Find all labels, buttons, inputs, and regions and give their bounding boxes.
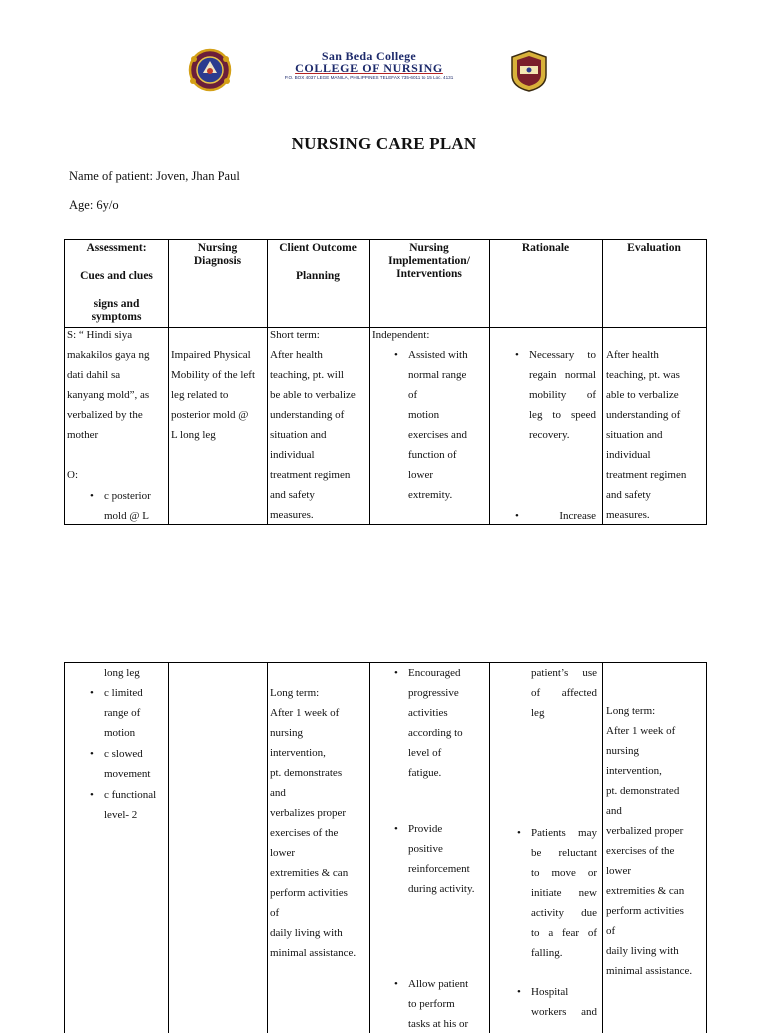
implementation-bullet: • Assisted with normal range of motion exercises and function of lower extremity.: [408, 345, 468, 505]
assessment-bullet-limited-rom: • c limited range of motion: [104, 683, 143, 743]
header-implementation: Nursing Implementation/ Interventions: [388, 242, 470, 280]
header-outcome: Client Outcome Planning: [279, 242, 357, 282]
assessment-objective-label: O:: [67, 469, 78, 481]
care-plan-table-page2: [64, 662, 707, 1033]
patient-age: Age: 6y/o: [69, 198, 119, 212]
implementation-bullet-encouraged: • Encouraged progressive activities according to level of fatigue.: [408, 663, 463, 783]
college-address: P.O. BOX 4037 LEGE MANILA, PHILIPPINES TELEFAX 735-6011 to 15 Loc. 4131: [284, 75, 454, 80]
implementation-independent-label: Independent:: [372, 329, 430, 341]
evaluation-long-term: Long term: After 1 week of nursing intervention, pt. demonstrated and verbalized proper exercises of the lower extremities & can perform activities of daily living with minimal assistance.: [606, 705, 693, 977]
document-title: NURSING CARE PLAN: [291, 134, 477, 153]
assessment-bullet: • c posterior mold @ L: [104, 486, 151, 526]
implementation-bullet-reinforcement: • Provide positive reinforcement during activity.: [408, 819, 475, 899]
client-outcome-long-term: Long term: After 1 week of nursing intervention, pt. demonstrates and verbalizes proper exercises of the lower extremities & can perform activities of daily living with minimal assistance.: [270, 687, 357, 959]
rationale-bullet-reluctant: • Patients may be reluctant to move or initiate new activity due to a fear of falling.: [531, 823, 597, 963]
rationale-bullet-2: • Increase: [529, 506, 596, 526]
nursing-diagnosis: Impaired Physical Mobility of the left leg related to posterior mold @ L long leg: [171, 349, 256, 441]
implementation-bullet-allow: • Allow patient to perform tasks at his or: [408, 974, 468, 1034]
nursing-seal-right-logo: [508, 49, 550, 93]
letterhead: [188, 47, 550, 97]
department-name: COLLEGE OF NURSING: [295, 61, 443, 75]
rationale-bullet-hospital: • Hospital workers and: [531, 982, 597, 1022]
care-plan-table-page1: [64, 239, 707, 525]
assessment-subjective: S: “ Hindi siya makakilos gaya ng dati dahil sa kanyang mold”, as verbalized by the mother: [67, 329, 150, 441]
assessment-continued: long leg: [104, 667, 140, 679]
header-diagnosis: Nursing Diagnosis: [193, 242, 242, 267]
header-assessment: Assessment: Cues and clues signs and symptoms: [80, 242, 153, 323]
rationale-continued: patient’s use of affected leg: [531, 667, 597, 719]
header-rationale: Rationale: [521, 242, 570, 254]
assessment-bullet-functional: • c functional level- 2: [104, 785, 156, 825]
evaluation-short-term: After health teaching, pt. was able to verbalize understanding of situation and individual treatment regimen and safety measures.: [606, 349, 687, 521]
patient-name: Name of patient: Joven, Jhan Paul: [69, 169, 240, 183]
college-name: San Beda College: [321, 49, 417, 63]
assessment-bullet-slowed: • c slowed movement: [104, 744, 150, 784]
college-seal-left-logo: [188, 47, 232, 93]
header-evaluation: Evaluation: [627, 242, 681, 254]
client-outcome-short-term: Short term: After health teaching, pt. will be able to verbalize understanding of situation and individual treatment regimen and safety measures.: [270, 329, 356, 521]
rationale-bullet: • Necessary to regain normal mobility of leg to speed recovery.: [529, 345, 596, 445]
